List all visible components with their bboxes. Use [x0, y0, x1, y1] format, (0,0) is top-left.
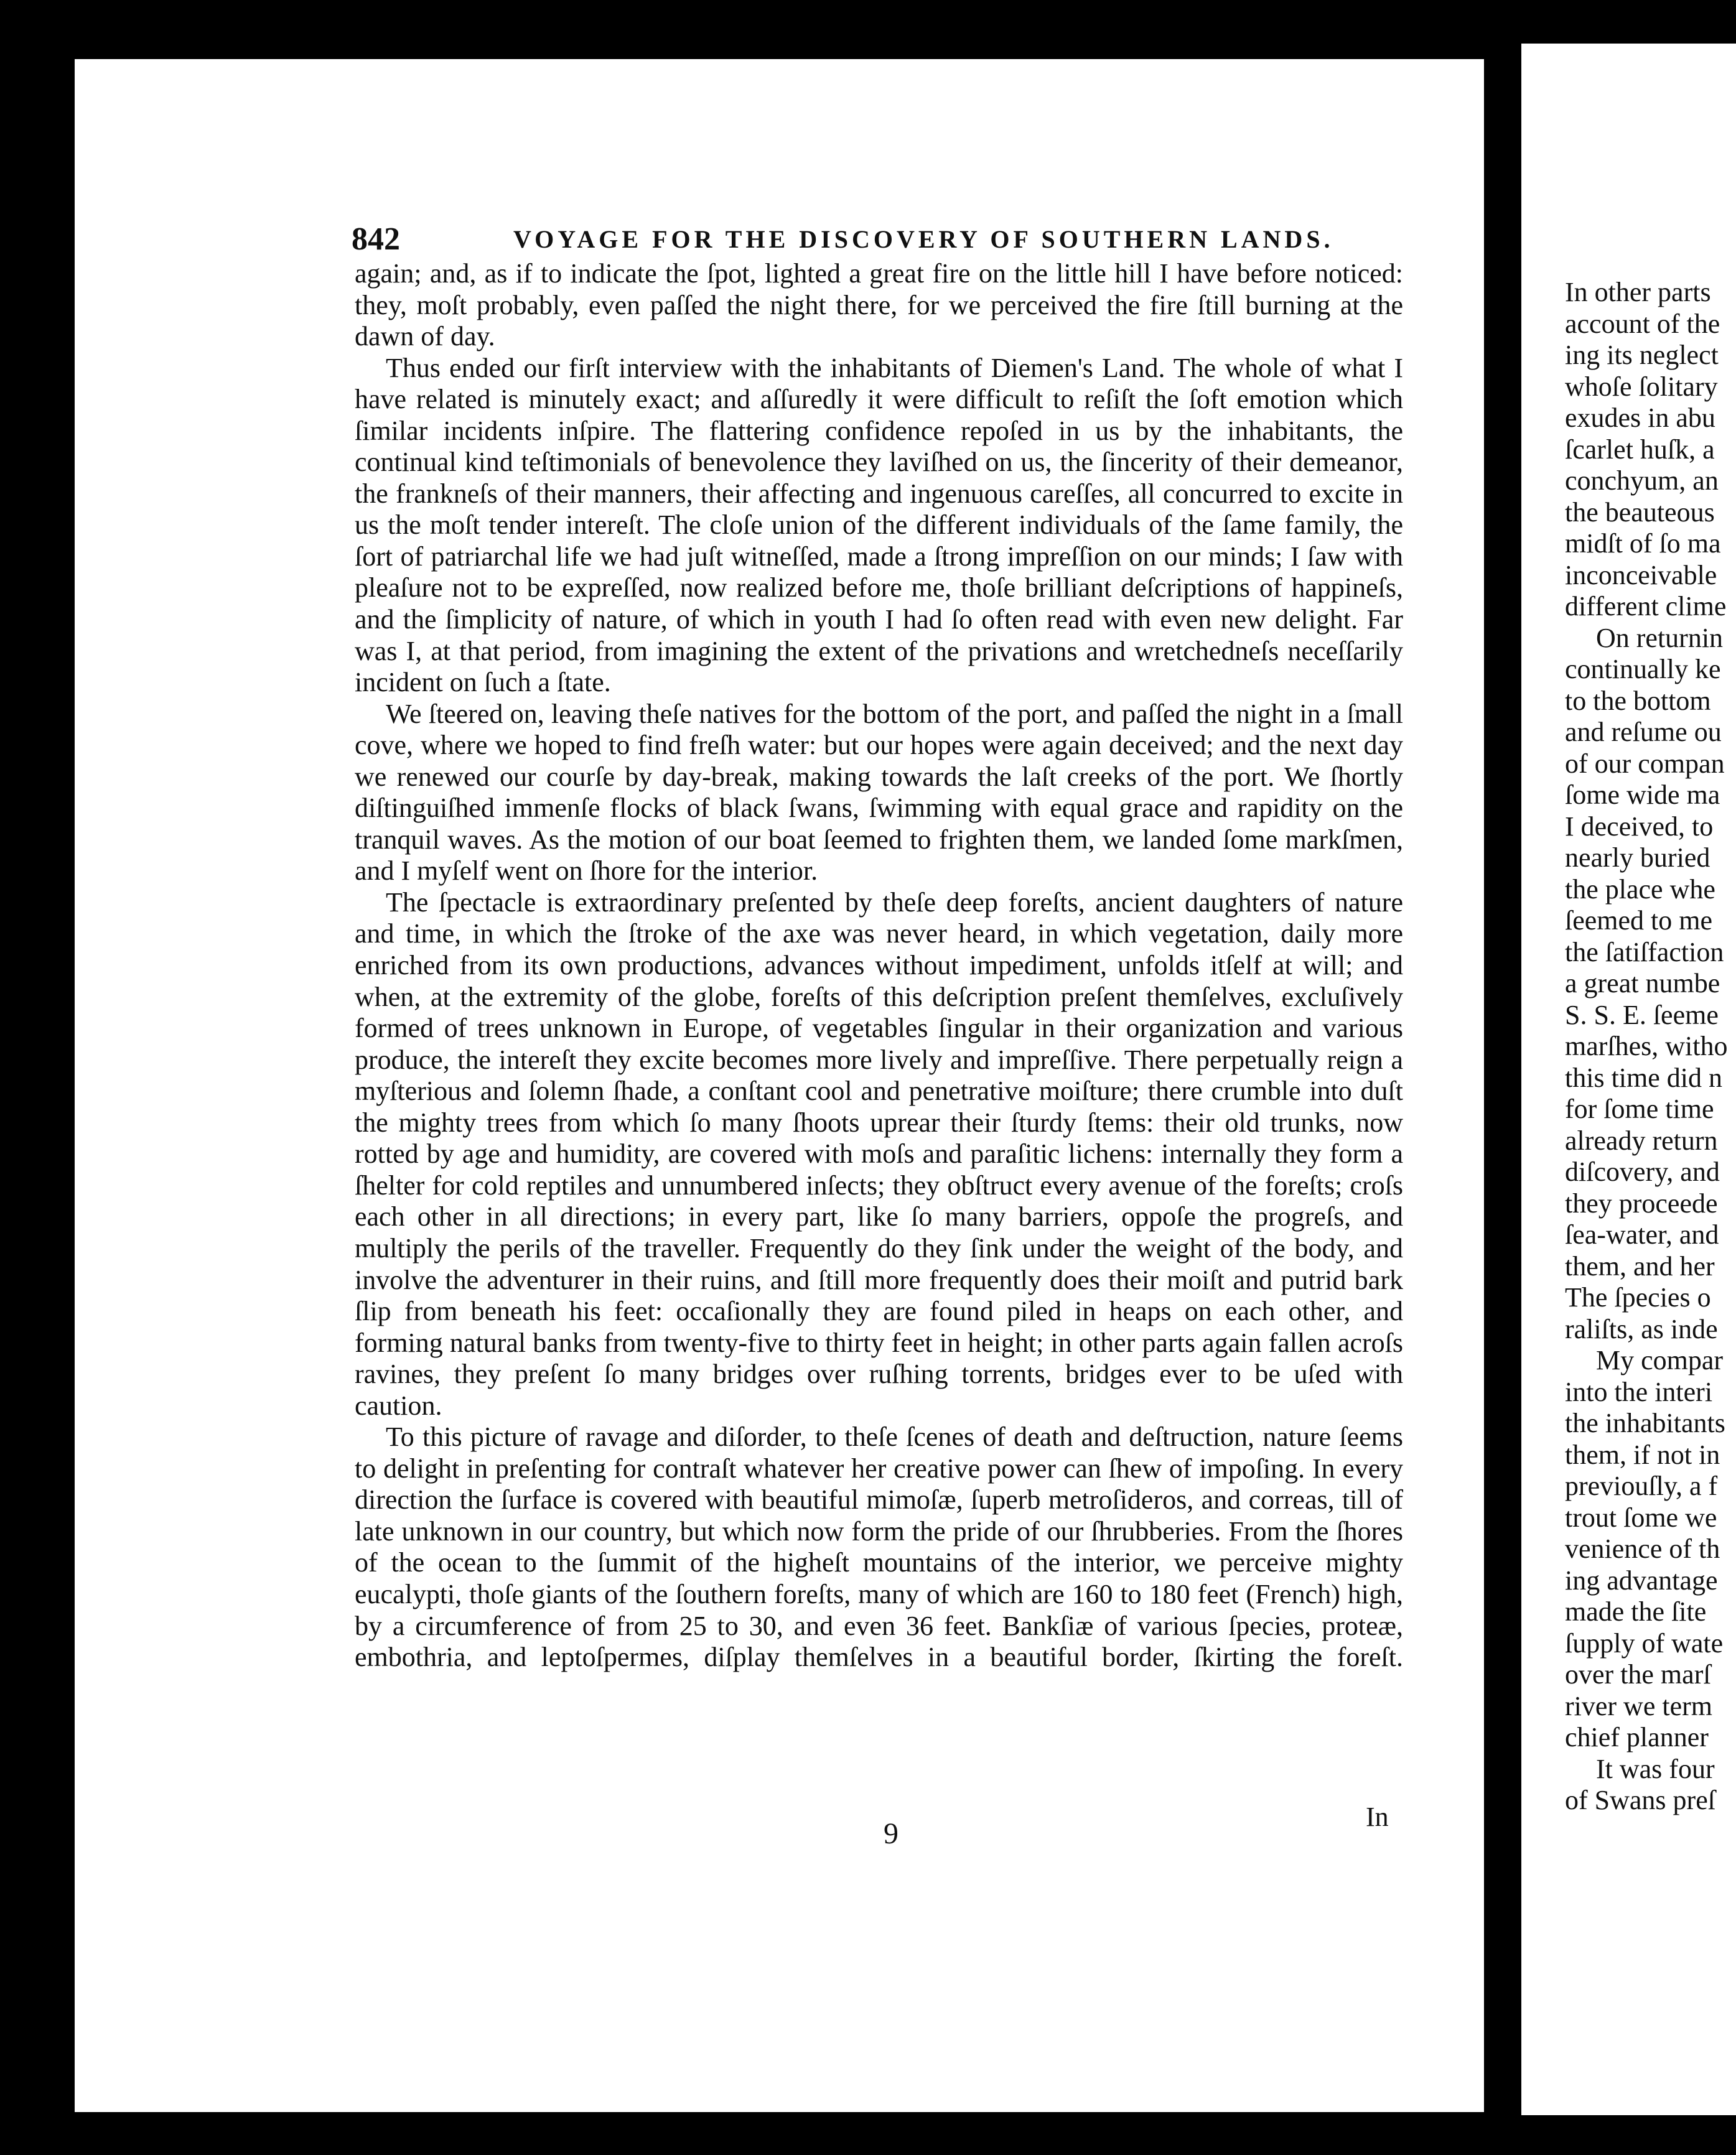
right-line: the beauteous	[1565, 496, 1715, 528]
right-line: made the ſite	[1565, 1596, 1707, 1627]
right-line: the inhabitants	[1565, 1408, 1725, 1438]
right-line: The ſpecies o	[1565, 1282, 1711, 1313]
running-head	[277, 215, 1428, 258]
right-line: midſt of ſo ma	[1565, 528, 1721, 559]
right-line: nearly buried	[1565, 842, 1710, 873]
right-line: ing its neglect	[1565, 340, 1719, 370]
paragraph: The ſpectacle is extraordinary preſented by theſe deep foreſts, ancient daughters of nature and time, in which the ſtroke of the axe was never heard, in which vegetation, daily more enriched from its own productions, advances without impediment, unfolds itſelf at will; and when, at the extremity of the globe, foreſts of this deſcription preſent themſelves, excluſively formed of trees unknown in Europe, of vegetables ſingular in their organization and various produce, the intereſt they excite becomes more lively and impreſſive. There perpetually reign a myſterious and ſolemn ſhade, a conſtant cool and penetrative moiſture; there crumble into duſt the mighty trees from which ſo many ſhoots uprear their ſturdy ſtems: their old trunks, now rotted by age and humidity, are covered with moſs and paraſitic lichens: internally they form a ſhelter for cold reptiles and unnumbered inſects; they obſtruct every avenue of the foreſts; croſs each other in all directions; in every part, like ſo many barriers, oppoſe the progreſs, and multiply the perils of the traveller. Frequently do they ſink under the weight of the body, and involve the adventurer in their ruins, and ſtill more frequently does their moiſt and putrid bark ſlip from beneath his feet: occaſionally they are found piled in heaps on each other, and forming natural banks from twenty-five to thirty feet in height; in other parts again fallen acroſs ravines, they preſent ſo many bridges over ruſhing torrents, bridges ever to be uſed with caution.	[355, 887, 1403, 1421]
right-line: different clime	[1565, 591, 1727, 621]
running-title: VOYAGE FOR THE DISCOVERY OF SOUTHERN LANDS.	[513, 225, 1334, 253]
right-line: ſeemed to me	[1565, 905, 1713, 936]
right-line: diſcovery, and	[1565, 1157, 1720, 1187]
right-line: ſome wide ma	[1565, 780, 1720, 810]
right-line: for ſome time	[1565, 1094, 1714, 1124]
right-line: I deceived, to	[1565, 811, 1714, 842]
right-line: this time did n	[1565, 1062, 1722, 1093]
right-line: It was four	[1596, 1753, 1715, 1784]
right-line: of our compan	[1565, 748, 1725, 779]
right-line: the place whe	[1565, 873, 1715, 905]
right-line: a great numbe	[1565, 968, 1720, 998]
right-line: My compar	[1596, 1345, 1724, 1375]
right-line: S. S. E. ſeeme	[1565, 999, 1719, 1030]
right-line: already return	[1565, 1125, 1718, 1156]
right-line: conchyum, an	[1565, 465, 1719, 496]
right-line: whoſe ſolitary	[1565, 371, 1718, 402]
right-line: to the bottom	[1565, 685, 1711, 716]
paragraph: again; and, as if to indicate the ſpot, lighted a great fire on the little hill I have before noticed: they, moſt probably, even paſſed the night there, for we perceived the fire ſtill burning at the dawn of day.	[355, 258, 1403, 352]
right-line: In other parts	[1565, 277, 1711, 307]
right-line: and reſume ou	[1565, 717, 1722, 747]
right-line: trout ſome we	[1565, 1502, 1717, 1533]
catchword: In	[1366, 1802, 1389, 1832]
right-line: ſea-water, and	[1565, 1219, 1719, 1250]
book-gutter	[1484, 0, 1521, 2155]
right-page-text	[1565, 277, 1736, 1817]
right-line: raliſts, as inde	[1565, 1313, 1718, 1344]
right-line: chief planner	[1565, 1722, 1709, 1752]
right-line: river we term	[1565, 1690, 1712, 1721]
right-line: inconceivable	[1565, 559, 1717, 590]
body-text	[355, 258, 1403, 1673]
right-line: previouſly, a f	[1565, 1471, 1718, 1501]
right-line: them, if not in	[1565, 1439, 1720, 1470]
right-line: ſupply of wate	[1565, 1627, 1724, 1659]
right-line: venience of th	[1565, 1534, 1720, 1564]
right-line: account of the	[1565, 308, 1720, 339]
paragraph: Thus ended our firſt interview with the inhabitants of Diemen's Land. The whole of what I have related is minutely exact; and aſſuredly it were difficult to reſiſt the ſoft emotion which ſimilar incidents inſpire. The flattering confidence repoſed in us by the inhabitants, the continual kind teſtimonials of benevolence they laviſhed on us, the ſincerity of their demeanor, the frankneſs of their manners, their affecting and ingenuous careſſes, all concurred to excite in us the moſt tender intereſt. The cloſe union of the different individuals of the ſame family, the ſort of patriarchal life we had juſt witneſſed, made a ſtrong impreſſion on our minds; I ſaw with pleaſure not to be expreſſed, now realized before me, thoſe brilliant deſcriptions of happineſs, and the ſimplicity of nature, of which in youth I had ſo often read with even new delight. Far was I, at that period, from imagining the extent of the privations and wretchedneſs neceſſarily incident on ſuch a ſtate.	[355, 352, 1403, 698]
page-number: 842	[352, 221, 400, 257]
right-line: exudes in abu	[1565, 403, 1715, 433]
right-line: marſhes, witho	[1565, 1031, 1728, 1061]
right-line: they proceede	[1565, 1188, 1718, 1219]
right-line: ing advantage	[1565, 1565, 1718, 1596]
right-line: of Swans preſ	[1565, 1785, 1715, 1815]
right-line: into the interi	[1565, 1376, 1713, 1407]
right-line: them, and her	[1565, 1250, 1715, 1282]
right-line: On returnin	[1596, 622, 1724, 653]
paragraph: To this picture of ravage and diſorder, to theſe ſcenes of death and deſtruction, nature ſeems to delight in preſenting for contraſt whatever her creative power can ſhew of impoſing. In every direction the ſurface is covered with beautiful mimoſæ, ſuperb metroſideros, and correas, till of late unknown in our country, but which now form the pride of our ſhrubberies. From the ſhores of the ocean to the ſummit of the higheſt mountains of the interior, we perceive mighty eucalypti, thoſe giants of the ſouthern foreſts, many of which are 160 to 180 feet (French) high, by a circumference of from 25 to 30, and even 36 feet. Bankſiæ of various ſpecies, proteæ, embothria, and leptoſpermes, diſplay themſelves in a beautiful border, ſkirting the foreſt.	[355, 1422, 1403, 1673]
right-line: ſcarlet huſk, a	[1565, 434, 1715, 465]
right-line: continually ke	[1565, 654, 1721, 684]
right-page	[1521, 44, 1736, 2115]
paragraph: We ſteered on, leaving theſe natives for the bottom of the port, and paſſed the night in a ſmall cove, where we hoped to find freſh water: but our hopes were again deceived; and the next day we renewed our courſe by day-break, making towards the laſt creeks of the port. We ſhortly diſtinguiſhed immenſe flocks of black ſwans, ſwimming with equal grace and rapidity on the tranquil waves. As the motion of our boat ſeemed to frighten them, we landed ſome markſmen, and I myſelf went on ſhore for the interior.	[355, 698, 1403, 887]
signature-mark: 9	[884, 1817, 898, 1850]
right-line: over the marſ	[1565, 1659, 1711, 1690]
right-line: the ſatiſfaction	[1565, 936, 1724, 967]
